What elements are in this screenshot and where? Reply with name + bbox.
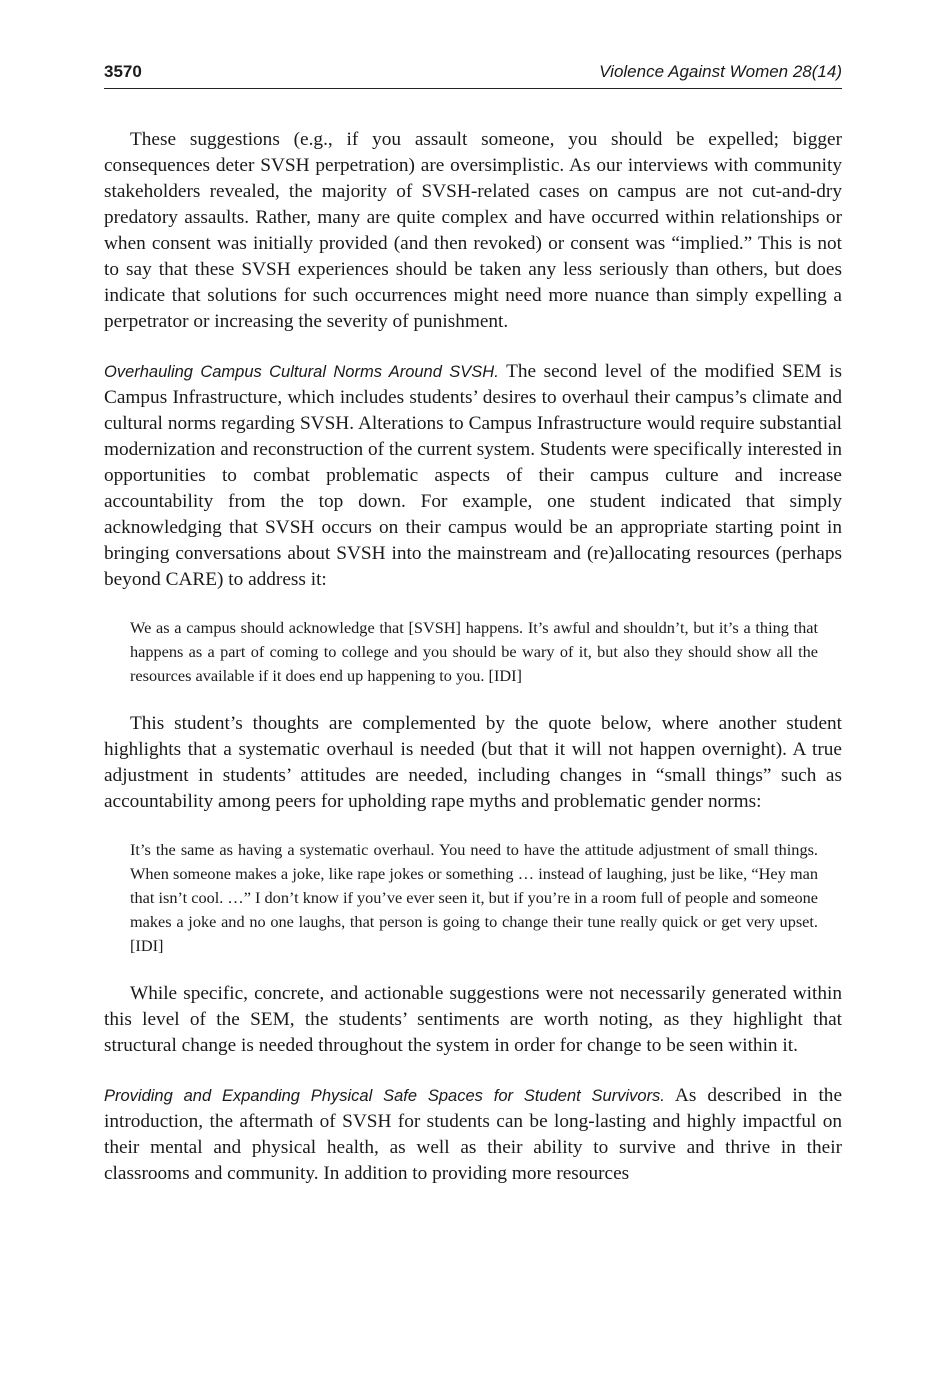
article-body [104, 127, 842, 1187]
section-text: As described in the introduction, the aftermath of SVSH for students can be long-lasting and highly impactful on their mental and physical health, as well as their ability to survive and thrive in their classrooms and community. In addition to providing more resources [104, 1085, 842, 1184]
paragraph: While specific, concrete, and actionable suggestions were not necessarily generated within this level of the SEM, the students’ sentiments are worth noting, as they highlight that structural change is needed throughout the system in order for change to be seen within it. [104, 983, 842, 1056]
section-heading: Overhauling Campus Cultural Norms Around SVSH. [104, 363, 499, 381]
journal-citation: Violence Against Women 28(14) [599, 62, 842, 81]
page-number: 3570 [104, 62, 142, 81]
section-heading: Providing and Expanding Physical Safe Spaces for Student Survivors. [104, 1087, 665, 1105]
block-quote: We as a campus should acknowledge that [SVSH] happens. It’s awful and shouldn’t, but it’s a thing that happens as a part of coming to college and you should be wary of it, but also they should show all the resources available if it does end up happening to you. [IDI] [130, 618, 818, 685]
section-text: The second level of the modified SEM is Campus Infrastructure, which includes students’ desires to overhaul their campus’s climate and cultural norms regarding SVSH. Alterations to Campus Infrastructure would require substantial modernization and reconstruction of the current system. Students were specifically interested in opportunities to combat problematic aspects of their campus culture and increase accountability from the top down. For example, one student indicated that simply acknowledging that SVSH occurs on their campus would be an appropriate starting point in bringing conversations about SVSH into the mainstream and (re)allocating resources (perhaps beyond CARE) to address it: [104, 361, 842, 590]
section-paragraph [104, 1083, 842, 1187]
paragraph: These suggestions (e.g., if you assault someone, you should be expelled; bigger consequences deter SVSH perpetration) are oversimplistic. As our interviews with community stakeholders revealed, the majority of SVSH-related cases on campus are not cut-and-dry predatory assaults. Rather, many are quite complex and have occurred within relationships or when consent was initially provided (and then revoked) or consent was “implied.” This is not to say that these SVSH experiences should be taken any less seriously than others, but does indicate that solutions for such occurrences might need more nuance than simply expelling a perpetrator or increasing the severity of punishment. [104, 129, 842, 332]
paragraph: This student’s thoughts are complemented by the quote below, where another student highlights that a systematic overhaul is needed (but that it will not happen overnight). A true adjustment in students’ attitudes are needed, including changes in “small things” such as accountability among peers for upholding rape myths and problematic gender norms: [104, 713, 842, 812]
running-header [104, 58, 842, 89]
block-quote: It’s the same as having a systematic overhaul. You need to have the attitude adjustment of small things. When someone makes a joke, like rape jokes or something … instead of laughing, just be like, “Hey man that isn’t cool. …” I don’t know if you’ve ever seen it, but if you’re in a room full of people and someone makes a joke and no one laughs, that person is going to change their tune really quick or get very upset. [IDI] [130, 840, 818, 955]
section-paragraph [104, 359, 842, 593]
